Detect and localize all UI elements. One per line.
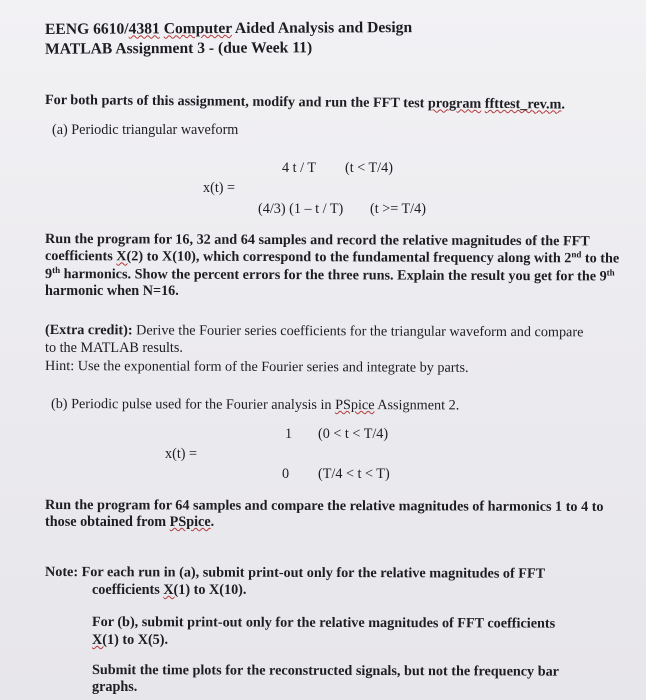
part-a-para-line-3-a: 9 [44, 266, 53, 283]
part-a-row1-expr: 4 t / T [282, 160, 317, 176]
part-a-para-line-2-b: 2) to X(10), which correspond to the fundamental frequency along with 2 [131, 248, 572, 267]
part-a-lhs: x(t) = [203, 180, 236, 196]
part-a-para-line-3-b: harmonics. Show the percent errors for the three runs. Explain the result you get for the 9 [60, 266, 607, 285]
intro-text: For both parts of this assignment, modify and run the FFT test [44, 92, 429, 112]
course-rest: Aided Analysis and Design [231, 19, 413, 37]
note-line-5: Submit the time plots for the reconstructed signals, but not the frequency bar [91, 662, 560, 680]
extra-credit-line-1-rest: Derive the Fourier series coefficients for the triangular waveform and compare [132, 322, 584, 341]
part-b-lhs: x(t) = [165, 446, 198, 462]
note-line-6: graphs. [92, 679, 138, 695]
part-a-para-line-2 [45, 248, 619, 267]
part-a-para-line-1: Run the program for 16, 32 and 64 samples and record the relative magnitudes of the FFT [44, 231, 590, 250]
note-line-2-b: 1) to X(10). [178, 582, 247, 598]
part-b-heading-a: (b) Periodic pulse used for the Fourier analysis in [50, 396, 336, 413]
course-title-word: Computer [163, 19, 232, 38]
extra-credit-line-2: to the MATLAB results. [45, 340, 183, 356]
part-a-para-line-2-sup: nd [571, 249, 582, 260]
note-line-1-rest: For each run in (a), submit print-out only for the relative magnitudes of FFT [78, 564, 546, 582]
part-b-row2-cond: (T/4 < t < T) [318, 466, 390, 482]
note-line-4 [92, 632, 168, 648]
assignment-title: MATLAB Assignment 3 - (due Week 11) [44, 39, 313, 58]
part-b-heading [51, 396, 459, 413]
part-a-para-line-3-sup2: th [606, 267, 615, 278]
intro-period: . [561, 96, 566, 113]
part-a-row2-cond: (t >= T/4) [370, 201, 426, 217]
part-b-para-line-2 [45, 514, 214, 530]
part-b-row1-cond: (0 < t < T/4) [318, 426, 389, 442]
part-a-row2-expr: (4/3) (1 – t / T) [258, 201, 344, 217]
part-a-para-line-2-x: X( [116, 248, 132, 265]
intro-line [45, 92, 565, 113]
part-b-heading-b: Assignment 2. [374, 397, 460, 414]
note-line-2-a: coefficients [92, 582, 164, 598]
part-b-para-line-1: Run the program for 64 samples and compare the relative magnitudes of harmonics 1 to 4 to [44, 497, 604, 515]
extra-credit-hint: Hint: Use the exponential form of the Fourier series and integrate by parts. [44, 358, 469, 376]
note-line-1 [45, 564, 545, 582]
note-line-2 [92, 582, 246, 598]
note-line-4-b: 1) to X(5). [106, 632, 169, 648]
part-b-para-line-2-b: . [210, 514, 215, 530]
part-a-row1-cond: (t < T/4) [345, 160, 393, 176]
part-a-para-line-4: harmonic when N=16. [45, 283, 179, 299]
extra-credit-line-1 [45, 322, 583, 340]
extra-credit-label: (Extra credit): [44, 322, 133, 339]
note-line-2-x: X( [163, 582, 179, 598]
part-b-row2-val: 0 [282, 466, 290, 482]
part-b-heading-pspice: PSpice [335, 396, 375, 414]
part-a-para-line-2-a: coefficients [44, 248, 117, 265]
intro-program-word: program [427, 95, 482, 112]
note-line-3: For (b), submit print-out only for the relative magnitudes of FFT coefficients [91, 614, 556, 632]
note-label: Note: [44, 564, 79, 581]
note-line-4-x: X( [92, 632, 107, 648]
part-b-para-line-2-pspice: PSpice [169, 514, 211, 530]
part-b-para-line-2-a: those obtained from [45, 514, 170, 530]
intro-file-name: ffttest_rev.m [484, 95, 562, 113]
course-title [45, 20, 412, 38]
course-number: 4381 [128, 20, 160, 38]
part-b-row1-val: 1 [285, 426, 293, 442]
part-a-heading: (a) Periodic triangular waveform [52, 122, 239, 138]
part-a-para-line-3 [45, 266, 615, 284]
part-a-para-line-3-sup: th [52, 265, 61, 276]
part-a-para-line-2-c: to the [581, 250, 620, 267]
course-prefix: EENG 6610/ [44, 20, 129, 38]
